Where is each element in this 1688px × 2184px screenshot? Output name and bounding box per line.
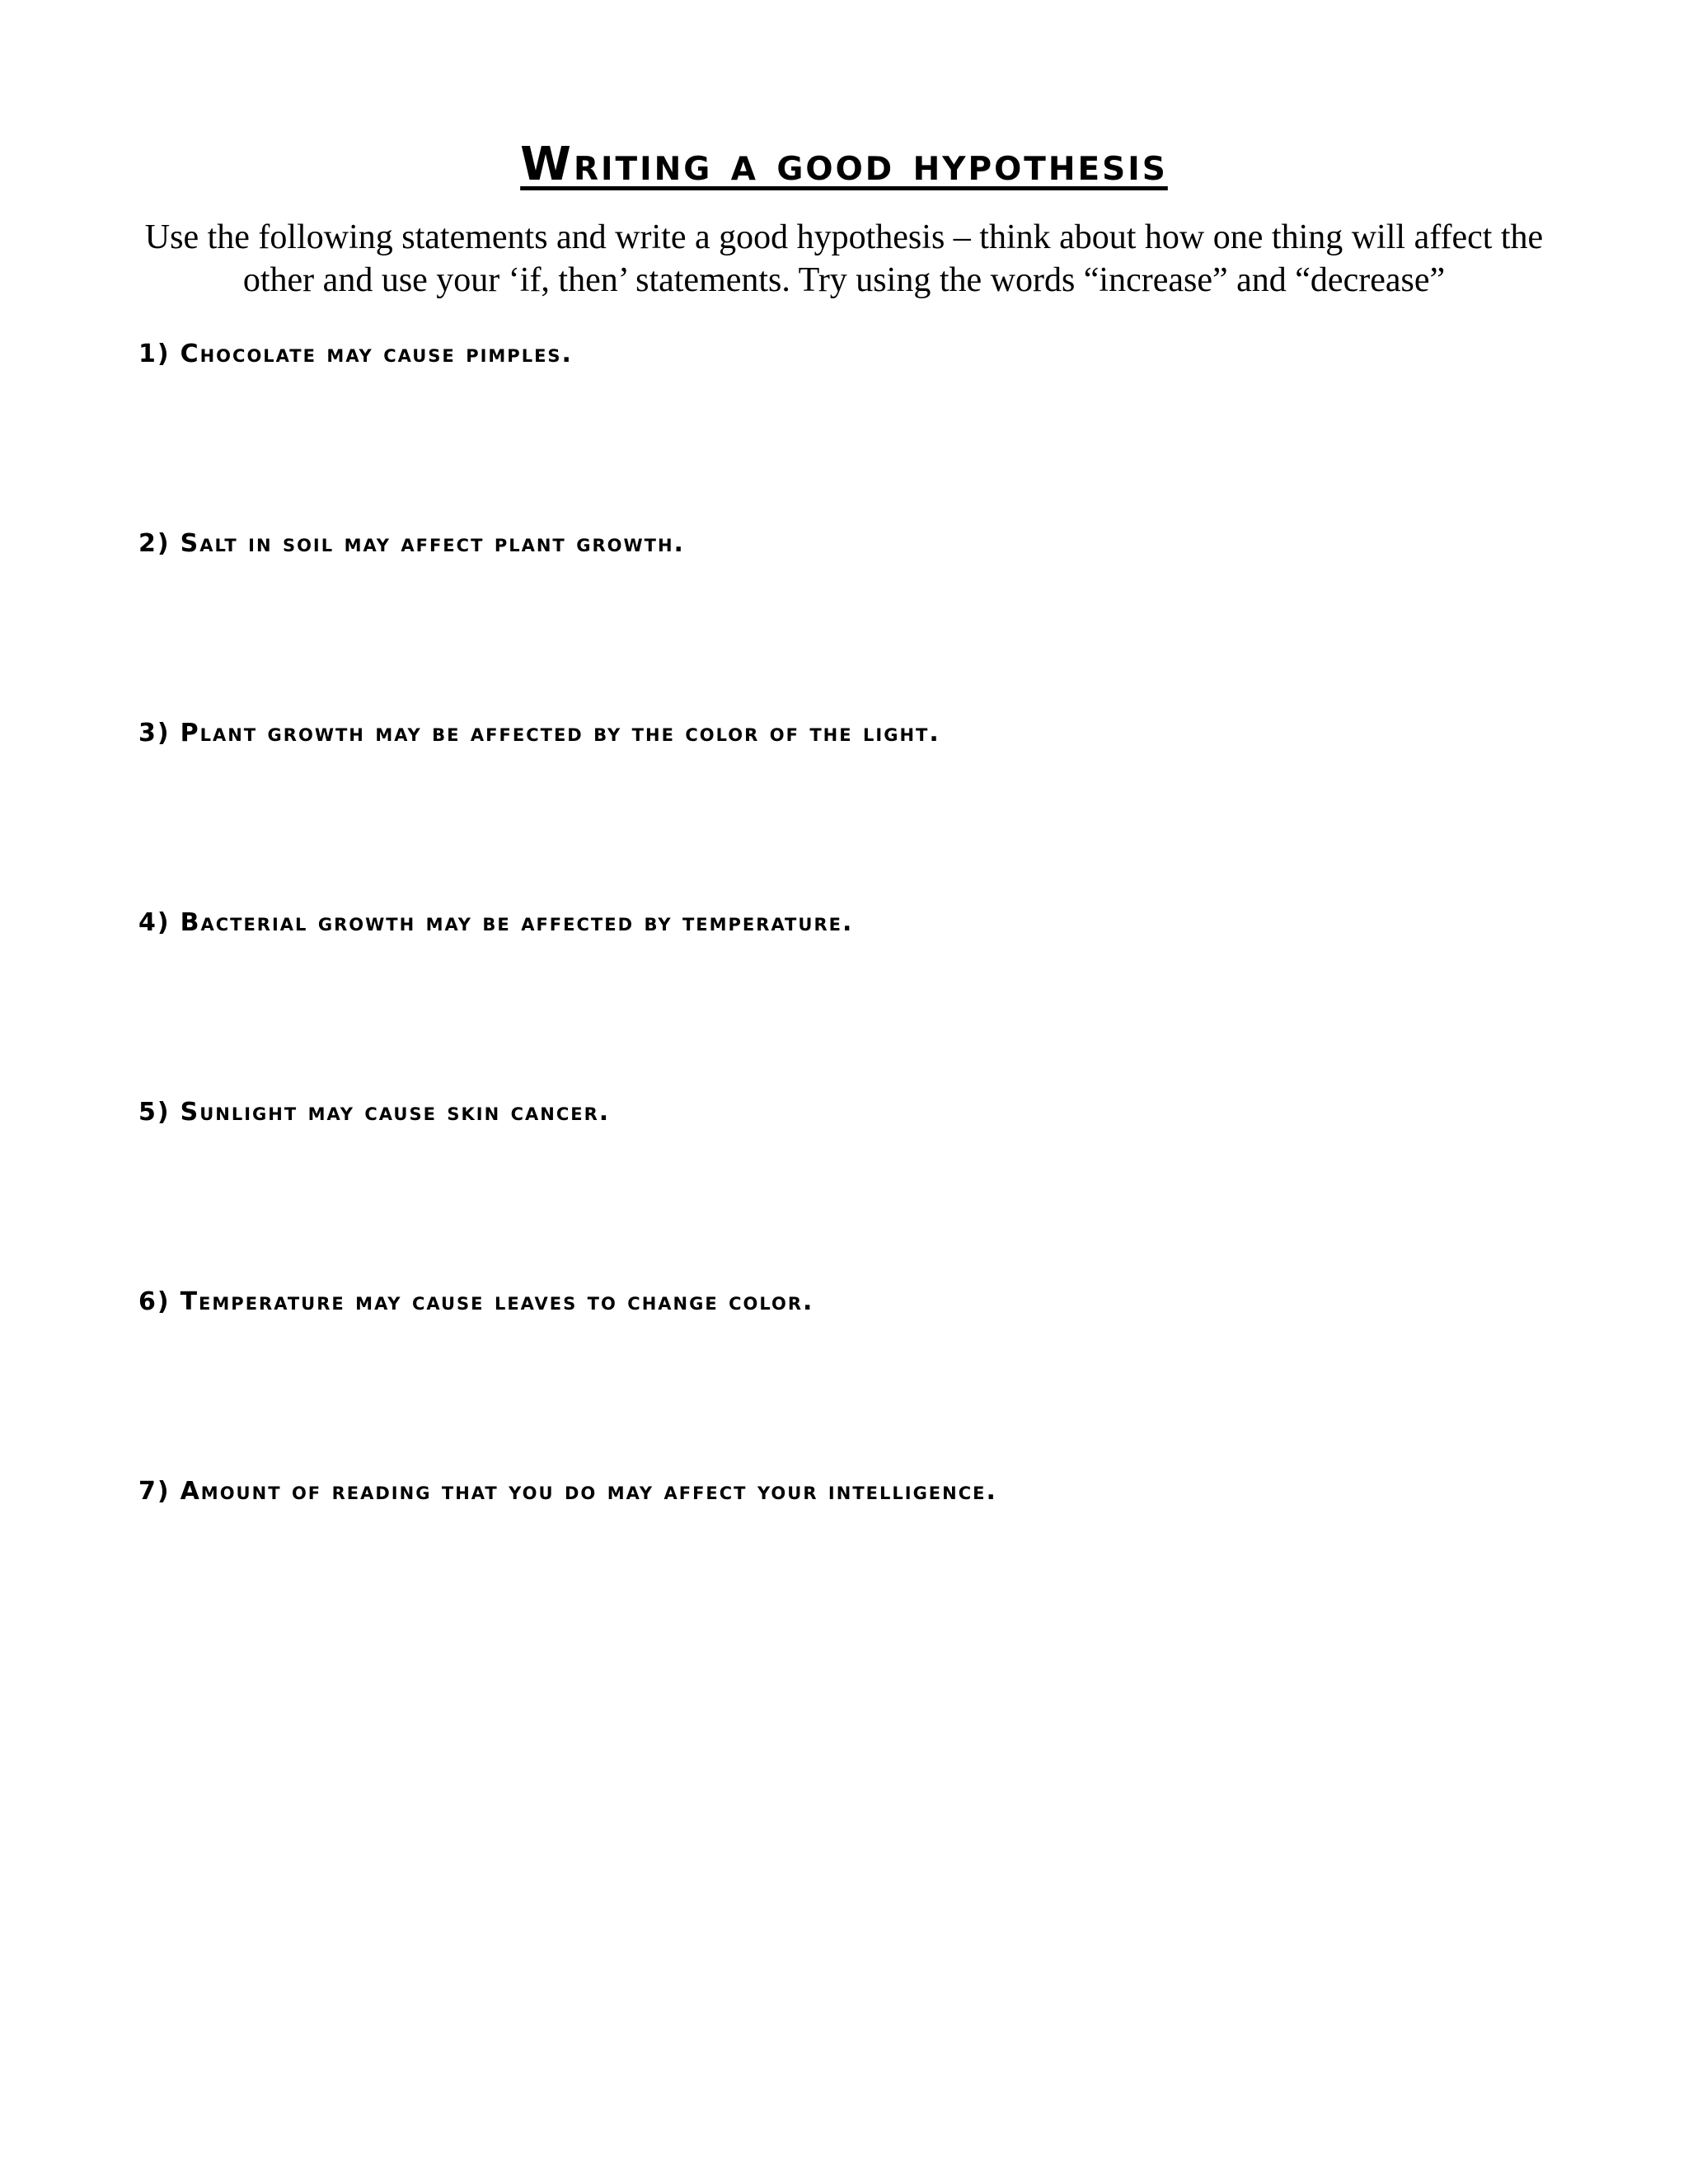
item-statement: Chocolate may cause pimples.	[180, 340, 573, 368]
item-statement: Plant growth may be affected by the color of the light.	[180, 719, 940, 748]
item-statement: Bacterial growth may be affected by temperature.	[180, 908, 854, 937]
item-number: 7)	[138, 1477, 171, 1506]
item-number: 5)	[138, 1098, 171, 1127]
page-title-text: Writing a good hypothesis	[520, 138, 1168, 191]
list-item	[138, 717, 940, 750]
list-item	[138, 338, 573, 371]
item-number: 6)	[138, 1287, 171, 1316]
item-statement: Salt in soil may affect plant growth.	[180, 529, 685, 558]
item-statement: Sunlight may cause skin cancer.	[180, 1098, 611, 1127]
item-number: 1)	[138, 340, 171, 368]
item-number: 2)	[138, 529, 171, 558]
list-item	[138, 1475, 997, 1508]
item-statement: Amount of reading that you do may affect your intelligence.	[180, 1477, 997, 1506]
item-number: 4)	[138, 908, 171, 937]
item-statement: Temperature may cause leaves to change color.	[180, 1287, 814, 1316]
item-number: 3)	[138, 719, 171, 748]
list-item	[138, 907, 853, 940]
instructions-text: Use the following statements and write a good hypothesis – think about how one thing will affect the other and use your ‘if, then’ statements. Try using the words “increase” and “decrease”	[144, 218, 1544, 299]
list-item	[138, 1286, 814, 1319]
list-item	[138, 1096, 610, 1129]
list-item	[138, 527, 685, 560]
page-title	[0, 136, 1688, 194]
